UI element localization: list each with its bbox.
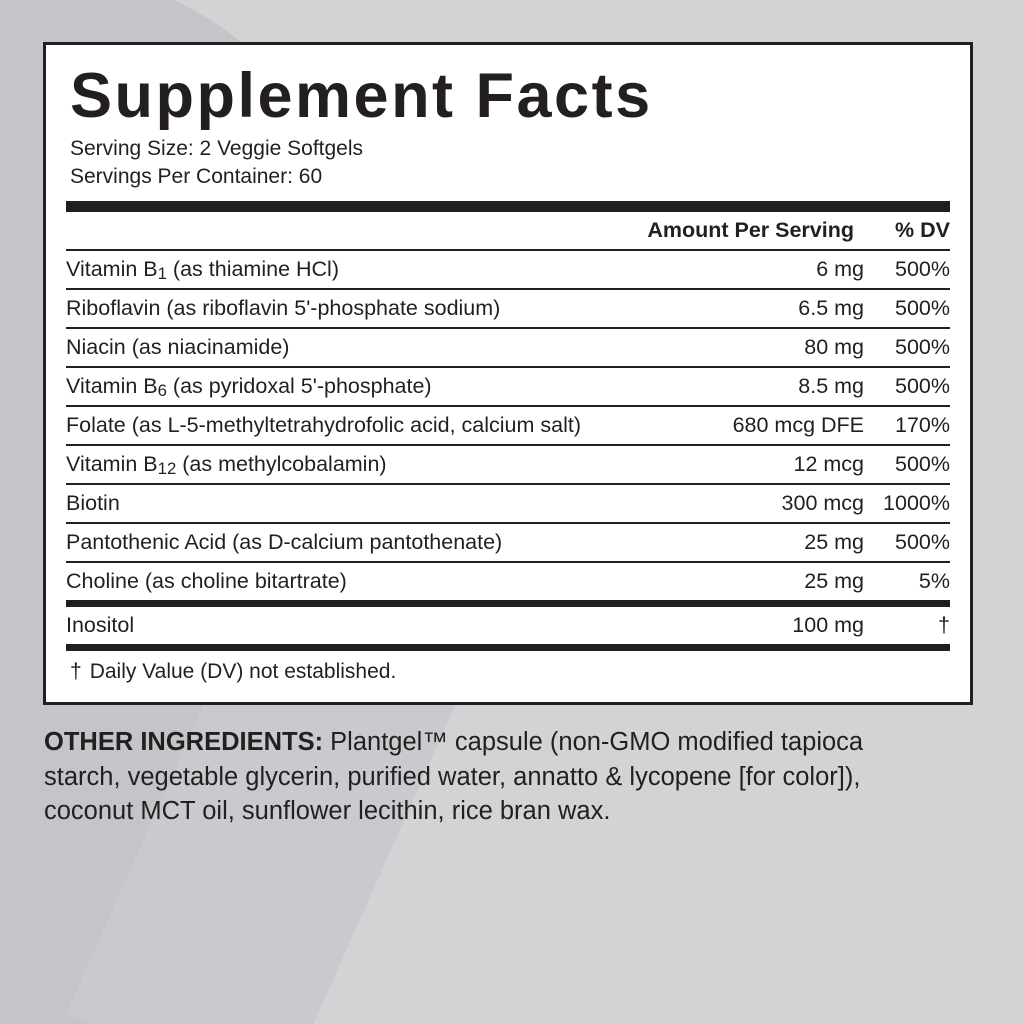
rule-mid-thick [66, 600, 950, 607]
other-ingredients-label: OTHER INGREDIENTS: [44, 728, 324, 756]
nutrient-amount: 100 mg [792, 612, 864, 637]
nutrient-name: Choline (as choline bitartrate) [66, 568, 347, 593]
nutrient-dv: 500% [895, 529, 950, 554]
nutrient-amount: 8.5 mg [798, 373, 864, 398]
nutrient-amount: 25 mg [804, 568, 864, 593]
serving-size-line: Serving Size: 2 Veggie Softgels [70, 137, 364, 161]
header-amount-per-serving: Amount Per Serving [647, 217, 854, 242]
nutrient-amount: 6 mg [816, 256, 864, 281]
supplement-facts-title: Supplement Facts [70, 61, 653, 131]
servings-per-container-line: Servings Per Container: 60 [70, 164, 323, 188]
nutrition-table [66, 212, 950, 600]
supplement-facts-panel [43, 42, 973, 705]
table-row [66, 407, 950, 444]
footnote [70, 660, 950, 684]
nutrient-name: Biotin [66, 490, 120, 515]
other-ingredients-text: Plantgel™ capsule (non-GMO modified tapioca starch, vegetable glycerin, purified water, annatto & lycopene [for color]), coconut MCT oil, sunflower lecithin, rice bran wax. [44, 728, 864, 826]
nutrient-amount: 25 mg [804, 529, 864, 554]
table-header-row [66, 212, 950, 249]
nutrient-dv: 170% [895, 412, 950, 437]
table-row [66, 446, 950, 483]
nutrient-amount: 12 mcg [793, 451, 864, 476]
nutrient-amount: 680 mcg DFE [732, 412, 864, 437]
table-row [66, 251, 950, 288]
nutrient-dv: 500% [895, 295, 950, 320]
nutrient-dv: 500% [895, 373, 950, 398]
nutrient-amount: 300 mcg [781, 490, 864, 515]
table-row [66, 485, 950, 522]
nutrient-dv: 5% [918, 568, 950, 593]
footnote-symbol: † [70, 659, 82, 683]
nutrient-name: Inositol [66, 612, 135, 637]
nutrient-name: Pantothenic Acid (as D-calcium pantothenate) [66, 529, 503, 554]
nutrient-name: Vitamin B6 (as pyridoxal 5'-phosphate) [66, 373, 432, 400]
nutrient-amount: 6.5 mg [798, 295, 864, 320]
nutrient-dv: 500% [895, 256, 950, 281]
extra-nutrition-table [66, 607, 950, 644]
table-row [66, 329, 950, 366]
nutrient-name: Vitamin B1 (as thiamine HCl) [66, 256, 339, 283]
table-row [66, 607, 950, 644]
header-nutrient [66, 212, 628, 249]
header-percent-dv: % DV [895, 217, 950, 242]
rule-top-thick [66, 201, 950, 212]
footnote-text: Daily Value (DV) not established. [89, 659, 397, 683]
table-row [66, 368, 950, 405]
table-row [66, 290, 950, 327]
rule-bottom-thick [66, 644, 950, 651]
nutrient-name: Riboflavin (as riboflavin 5'-phosphate sodium) [66, 295, 501, 320]
other-ingredients [44, 725, 924, 829]
table-row [66, 524, 950, 561]
nutrient-name: Niacin (as niacinamide) [66, 334, 290, 359]
nutrient-dv: 1000% [883, 490, 950, 515]
nutrient-name: Folate (as L-5-methyltetrahydrofolic acid, calcium salt) [66, 412, 581, 437]
nutrient-name: Vitamin B12 (as methylcobalamin) [66, 451, 387, 478]
nutrient-dv: 500% [895, 451, 950, 476]
nutrient-dv: 500% [895, 334, 950, 359]
nutrient-amount: 80 mg [804, 334, 864, 359]
nutrient-dv: † [938, 612, 950, 637]
table-row [66, 563, 950, 600]
